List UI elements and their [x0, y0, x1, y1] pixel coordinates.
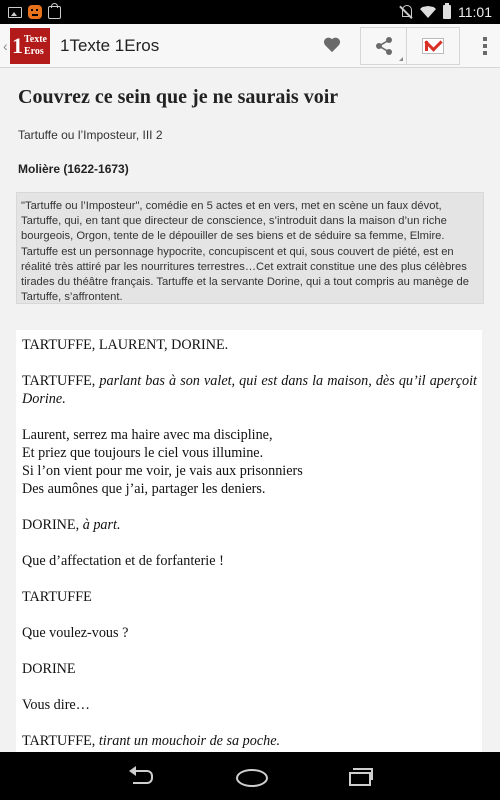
text-paragraph: Que d’affectation et de forfanterie !	[22, 553, 224, 569]
content-scroll-area[interactable]	[0, 68, 500, 752]
action-bar	[0, 24, 500, 68]
status-time: 11:01	[458, 4, 492, 20]
battery-icon	[443, 5, 451, 19]
gallery-notification-icon	[8, 7, 22, 18]
home-icon[interactable]	[232, 764, 268, 788]
favorite-heart-icon	[323, 38, 341, 54]
verse-line: Des aumônes que j’ai, partager les deniers.	[22, 481, 266, 497]
text-paragraph: DORINE	[22, 661, 76, 677]
wifi-icon	[420, 6, 436, 18]
stage-direction: parlant bas à son valet, qui est dans la maison, dès qu’il aperçoit Dorine.	[22, 373, 477, 407]
overflow-dot	[483, 44, 487, 48]
shopping-bag-icon	[48, 6, 61, 19]
verse-line: Laurent, serrez ma haire avec ma discipline,	[22, 427, 273, 443]
overflow-menu-button[interactable]	[470, 24, 500, 68]
author: Molière (1622-1673)	[18, 162, 129, 176]
text-paragraph: Que voulez-vous ?	[22, 625, 129, 641]
summary-box: "Tartuffe ou l’Imposteur", comédie en 5 actes et en vers, met en scène un faux dévot, Tartuffe, qui, en tant que directeur de conscience, s’introduit dans la maison d’un riche bourgeois, Orgon, tente de le dépouiller de ses biens et de séduire sa femme, Elmire. Tartuffe est un personnage hypocrite, concupiscent et qui, sous couvert de piété, est en réalité très attiré par les nourritures terrestres…Cet extrait constitue une des plus célèbres tirades du théâtre français. Tartuffe et la servante Dorine, qui a tout compris au manège de Tartuffe, s’affrontent.	[16, 192, 484, 304]
overflow-dot	[483, 51, 487, 55]
status-notifications	[8, 5, 61, 19]
action-bar-actions	[304, 24, 500, 68]
pumpkin-app-icon	[28, 5, 42, 19]
work-reference: Tartuffe ou l’Imposteur, III 2	[18, 128, 163, 142]
share-button[interactable]	[361, 28, 407, 64]
share-icon	[374, 36, 394, 56]
speaker: TARTUFFE,	[22, 373, 100, 389]
speaker: TARTUFFE,	[22, 733, 99, 749]
navigation-bar	[0, 752, 500, 800]
gmail-icon	[422, 38, 444, 54]
status-system	[399, 4, 492, 20]
speaker: DORINE,	[22, 517, 83, 533]
logo-word-top: Texte	[24, 33, 47, 45]
verse-line: Si l’on vient pour me voir, je vais aux prisonniers	[22, 463, 303, 479]
share-action-group	[360, 27, 460, 65]
text-paragraph	[22, 516, 477, 534]
overflow-menu-icon	[483, 37, 487, 41]
logo-word-bottom: Eros	[24, 45, 44, 57]
page-title: Couvrez ce sein que je ne saurais voir	[18, 86, 339, 108]
status-bar	[0, 0, 500, 24]
back-icon[interactable]	[127, 764, 163, 788]
text-paragraph: TARTUFFE	[22, 589, 92, 605]
verse-line: Et priez que toujours le ciel vous illumine.	[22, 445, 264, 461]
app-logo[interactable]	[10, 28, 50, 64]
gmail-share-button[interactable]	[407, 28, 459, 64]
text-paragraph: TARTUFFE, LAURENT, DORINE.	[22, 337, 229, 353]
recent-apps-icon[interactable]	[340, 764, 376, 788]
app-title[interactable]: 1Texte 1Eros	[60, 35, 160, 55]
up-caret-icon[interactable]: ‹	[3, 37, 8, 54]
stage-direction: tirant un mouchoir de sa poche.	[98, 733, 281, 749]
logo-words	[24, 34, 47, 58]
text-paragraph	[22, 372, 477, 408]
excerpt-text	[16, 330, 482, 752]
logo-number: 1	[12, 32, 23, 58]
favorite-button[interactable]	[304, 24, 360, 68]
text-paragraph	[22, 732, 477, 750]
mute-icon	[399, 5, 413, 19]
stage-direction: à part.	[82, 517, 121, 533]
text-paragraph: Vous dire…	[22, 697, 90, 713]
